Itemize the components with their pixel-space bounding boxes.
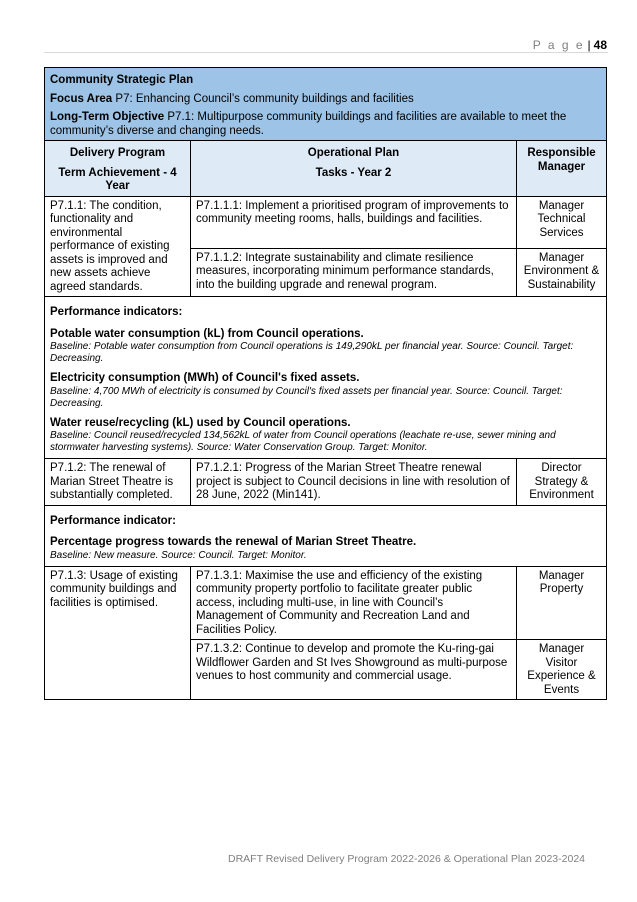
operational-plan-table (44, 67, 607, 700)
manager-cell-7-1-2-1: Director Strategy & Environment (517, 459, 607, 506)
csp-row (45, 68, 607, 141)
manager-cell-7-1-3-1: Manager Property (517, 566, 607, 640)
indicators-row (45, 297, 607, 459)
performance-indicator-cell (45, 505, 607, 566)
indicators-row (45, 505, 607, 566)
page-number-header (533, 38, 607, 52)
term-achievement-heading: Term Achievement - 4 Year (58, 166, 177, 192)
task-cell-7-1-3-1: P7.1.3.1: Maximise the use and efficiency of the existing community property portfolio to facilitate greater public access, including multi-use, in line with Council’s Management of Community and Recreation Land and Facilities Policy. (191, 566, 517, 640)
operational-plan-heading: Operational Plan (307, 147, 400, 159)
task-cell-7-1-1-1: P7.1.1.1: Implement a prioritised program of improvements to community meeting rooms, halls, buildings and facilities. (191, 196, 517, 248)
csp-title: Community Strategic Plan (50, 74, 194, 86)
task-cell-7-1-1-2: P7.1.1.2: Integrate sustainability and climate resilience measures, incorporating minimum performance standards, into the building upgrade and renewal program. (191, 248, 517, 297)
focus-area (50, 93, 601, 107)
indicators-title: Performance indicators: (50, 306, 183, 318)
manager-cell-7-1-3-2: Manager Visitor Experience & Events (517, 640, 607, 700)
column-header-row (45, 141, 607, 197)
csp-cell (45, 68, 607, 141)
indicator-name: Water reuse/recycling (kL) used by Council operations. (50, 416, 351, 429)
objective-text: P7.1: Multipurpose community buildings and facilities are available to meet the community’s diverse and changing needs. (50, 111, 567, 137)
task-cell-7-1-2-1: P7.1.2.1: Progress of the Marian Street Theatre renewal project is subject to Council decisions in line with resolution of 28 June, 2022 (Min141). (191, 459, 517, 506)
performance-indicators-cell (45, 297, 607, 459)
page-number: 48 (593, 38, 607, 52)
table-row (45, 196, 607, 248)
delivery-cell-7-1-2: P7.1.2: The renewal of Marian Street Theatre is substantially completed. (45, 459, 191, 506)
task-cell-7-1-3-2: P7.1.3.2: Continue to develop and promote the Ku-ring-gai Wildflower Garden and St Ives Showground as multi-purpose venues to host community and commercial usage. (191, 640, 517, 700)
indicator-name: Potable water consumption (kL) from Council operations. (50, 327, 364, 340)
manager-cell-7-1-1-2: Manager Environment & Sustainability (517, 248, 607, 297)
focus-area-label: Focus Area (50, 92, 113, 105)
indicator-name: Percentage progress towards the renewal of Marian Street Theatre. (50, 536, 417, 548)
table-row (45, 566, 607, 640)
operational-plan-header (191, 141, 517, 197)
delivery-program-header (45, 141, 191, 197)
focus-area-text: P7: Enhancing Council’s community buildings and facilities (115, 92, 414, 105)
delivery-program-heading: Delivery Program (69, 147, 166, 159)
long-term-objective (50, 111, 601, 138)
page-label: P a g e (532, 38, 585, 52)
indicator-baseline: Baseline: Potable water consumption from Council operations is 149,290kL per financial year. Source: Council. Target: Decreasing. (50, 341, 574, 364)
footer-text: DRAFT Revised Delivery Program 2022-2026 & Operational Plan 2023-2024 (228, 853, 585, 865)
indicator-name: Electricity consumption (MWh) of Council's fixed assets. (50, 372, 360, 384)
indicator-baseline: Baseline: 4,700 MWh of electricity is consumed by Council's fixed assets per financial year. Source: Council. Target: Decreasing. (50, 385, 563, 409)
page-separator: | (587, 38, 591, 52)
table-row (45, 459, 607, 506)
header-divider (44, 52, 608, 53)
responsible-manager-header: Responsible Manager (517, 141, 607, 197)
objective-label: Long-Term Objective (50, 111, 165, 123)
indicator-baseline: Baseline: Council reused/recycled 134,562kL of water from Council operations (leachate re-use, sewer mining and stormwater harvesting systems). Source: Water Conservation Group. Target: Monitor. (50, 430, 556, 453)
indicator-baseline: Baseline: New measure. Source: Council. Target: Monitor. (50, 549, 307, 561)
indicators-title: Performance indicator: (50, 514, 176, 527)
delivery-cell-7-1-1: P7.1.1: The condition, functionality and environmental performance of existing assets is improved and new assets achieve agreed standards. (45, 196, 191, 297)
delivery-cell-7-1-3: P7.1.3: Usage of existing community buildings and facilities is optimised. (45, 566, 191, 700)
tasks-heading: Tasks - Year 2 (315, 166, 392, 179)
manager-cell-7-1-1-1: Manager Technical Services (517, 196, 607, 248)
